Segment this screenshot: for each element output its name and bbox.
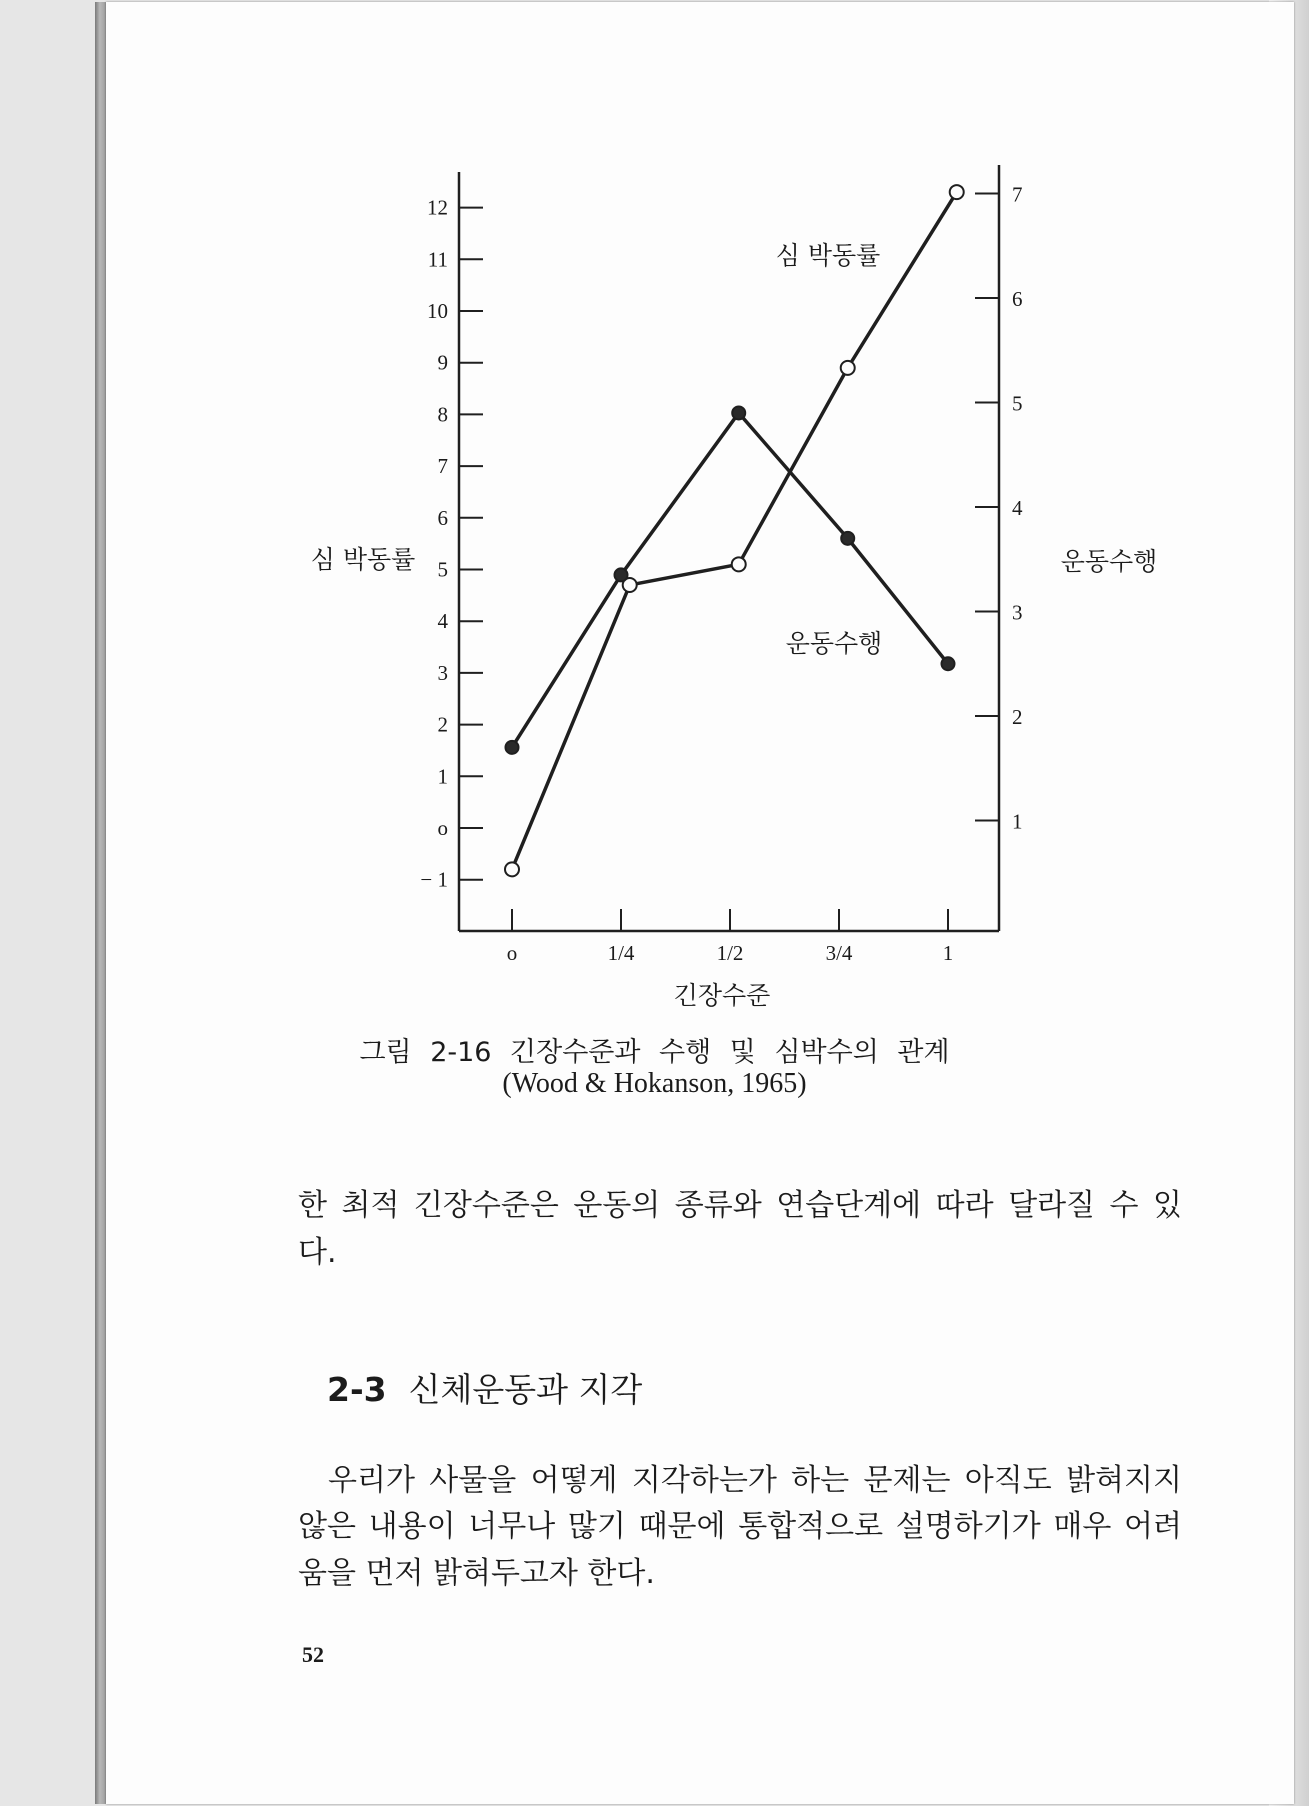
- left-tick-label: 6: [437, 505, 448, 530]
- left-tick-label: 4: [437, 609, 448, 634]
- left-tick-label: o: [437, 816, 448, 840]
- series-point-2: [732, 406, 745, 419]
- section-title: 신체운동과 지각: [408, 1370, 643, 1409]
- series-point-2: [615, 568, 628, 581]
- series-point-1: [505, 862, 519, 876]
- series-point-2: [942, 657, 955, 670]
- x-tick-label: 1/4: [607, 941, 635, 965]
- paragraph-line: 우리가 사물을 어떻게 지각하는가 하는 문제는 아직도 밝혀지지: [328, 1463, 1182, 1498]
- left-tick-label: 2: [437, 712, 448, 737]
- left-tick-label: 1: [437, 764, 448, 789]
- left-tick-label: 7: [437, 454, 448, 479]
- left-tick-label: 5: [437, 557, 448, 582]
- left-tick-label: 12: [427, 195, 448, 220]
- series-label-heart-rate: 심 박동률: [775, 241, 881, 270]
- paragraph-line: 움을 먼저 밝혀두고자 한다.: [298, 1556, 655, 1591]
- series-point-2: [841, 532, 854, 545]
- left-tick-label: 10: [427, 299, 448, 323]
- chart-labels: [311, 183, 1158, 1011]
- x-tick-label: 3/4: [825, 941, 853, 965]
- left-axis-title: 심 박동률: [310, 545, 416, 574]
- series-point-1: [841, 361, 855, 375]
- section-heading: [327, 1364, 642, 1411]
- paragraph-line: 않은 내용이 너무나 많기 때문에 통합적으로 설명하기가 매우 어려: [298, 1509, 1182, 1544]
- figure-caption: 그림 2-16 긴장수준과 수행 및 심박수의 관계: [359, 1037, 950, 1068]
- right-tick-label: 6: [1012, 287, 1023, 311]
- left-tick-label: 3: [437, 660, 448, 685]
- right-tick-label: 1: [1012, 809, 1023, 834]
- right-axis-title: 운동수행: [1060, 547, 1158, 576]
- section-number: 2-3: [327, 1370, 387, 1409]
- series-line-2: [512, 413, 948, 747]
- series-line-1: [512, 192, 957, 869]
- series-point-1: [732, 557, 746, 571]
- x-tick-label: o: [506, 941, 518, 965]
- paragraph-line: 다.: [298, 1235, 337, 1270]
- page-number: 52: [302, 1642, 324, 1667]
- chart-lines: [512, 192, 957, 869]
- series-point-1: [950, 185, 964, 199]
- series-point-2: [506, 741, 519, 754]
- left-tick-label: 11: [427, 247, 448, 272]
- left-tick-label: 8: [437, 402, 448, 427]
- x-tick-label: 1: [942, 941, 954, 965]
- right-tick-label: 4: [1012, 496, 1023, 520]
- figure-source: (Wood & Hokanson, 1965): [502, 1068, 807, 1099]
- series-label-performance: 운동수행: [785, 629, 883, 658]
- right-tick-label: 7: [1012, 182, 1023, 207]
- left-tick-label: 9: [437, 350, 448, 375]
- x-tick-label: 1/2: [716, 941, 744, 965]
- paragraph-line: 한 최적 긴장수준은 운동의 종류와 연습단계에 따라 달라질 수 있: [298, 1188, 1182, 1223]
- chart-ticks: [459, 194, 999, 932]
- right-tick-label: 5: [1012, 391, 1023, 416]
- x-axis-title: 긴장수준: [673, 981, 771, 1010]
- right-tick-label: 3: [1012, 600, 1023, 625]
- left-tick-label: − 1: [420, 867, 448, 892]
- right-tick-label: 2: [1012, 705, 1023, 729]
- chart-axes: [459, 165, 999, 931]
